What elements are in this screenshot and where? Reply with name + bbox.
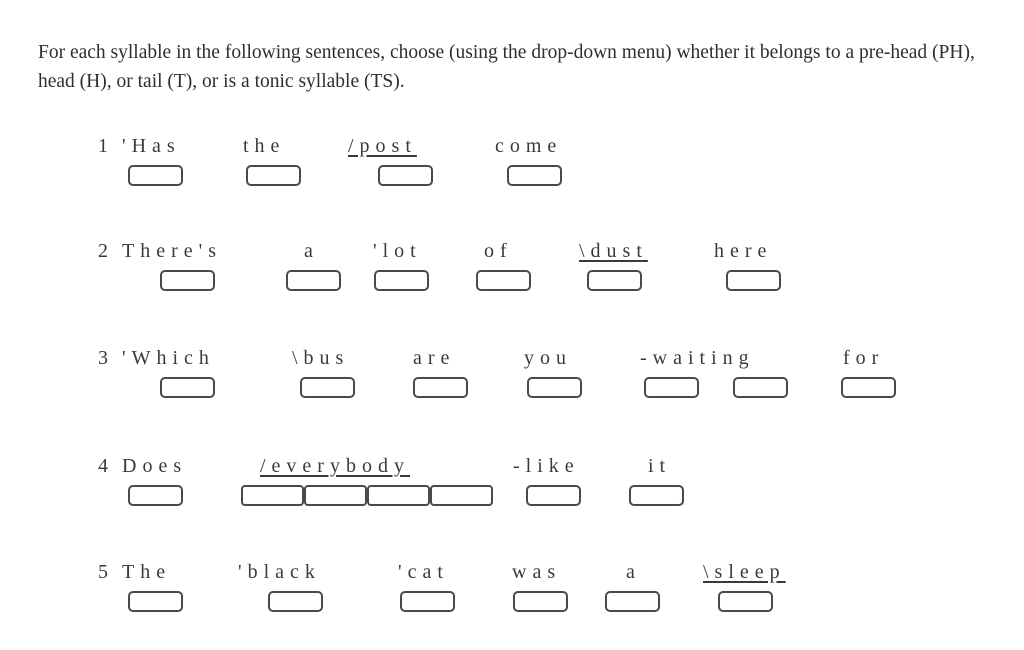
- sentence-2-word-4: [484, 240, 513, 262]
- sentence-5-word-4: [512, 561, 561, 583]
- syllable-text: 'Which: [122, 347, 215, 369]
- sentence-1-word-3: [348, 135, 417, 157]
- syllable-dropdown[interactable]: [507, 165, 562, 186]
- syllable-text: for: [843, 347, 885, 369]
- sentence-2-word-1: [98, 240, 222, 262]
- syllable-dropdown[interactable]: [527, 377, 582, 398]
- sentence-4-word-4: [648, 455, 671, 477]
- syllable-dropdown[interactable]: [160, 377, 215, 398]
- sentence-5-word-2: [238, 561, 321, 583]
- sentence-number: 4: [98, 455, 114, 477]
- syllable-dropdown[interactable]: [367, 485, 430, 506]
- syllable-text: \bus: [292, 347, 350, 369]
- sentence-number: 1: [98, 135, 114, 157]
- sentence-3-word-2: [292, 347, 349, 369]
- syllable-text: \sleep: [703, 561, 786, 583]
- syllable-text: 'Has: [122, 135, 181, 157]
- syllable-dropdown[interactable]: [268, 591, 323, 612]
- syllable-dropdown[interactable]: [128, 165, 183, 186]
- sentence-number: 5: [98, 561, 114, 583]
- syllable-text: /post: [348, 135, 417, 157]
- sentence-5-word-6: [703, 561, 786, 583]
- sentence-3-word-5: [640, 347, 755, 369]
- syllable-text: the: [243, 135, 286, 157]
- syllable-dropdown[interactable]: [378, 165, 433, 186]
- sentence-3-word-4: [524, 347, 572, 369]
- sentence-number: 3: [98, 347, 114, 369]
- syllable-dropdown[interactable]: [629, 485, 684, 506]
- sentence-2-word-5: [579, 240, 648, 262]
- syllable-dropdown[interactable]: [587, 270, 642, 291]
- syllable-dropdown[interactable]: [605, 591, 660, 612]
- syllable-text: There's: [122, 240, 223, 262]
- sentence-1-word-2: [243, 135, 285, 157]
- sentence-5-word-3: [398, 561, 449, 583]
- syllable-dropdown[interactable]: [400, 591, 455, 612]
- sentence-1-word-4: [495, 135, 562, 157]
- syllable-dropdown[interactable]: [841, 377, 896, 398]
- syllable-dropdown[interactable]: [128, 485, 183, 506]
- syllable-text: \dust: [579, 240, 648, 262]
- syllable-dropdown[interactable]: [644, 377, 699, 398]
- syllable-dropdown[interactable]: [413, 377, 468, 398]
- syllable-text: The: [122, 561, 172, 583]
- syllable-dropdown[interactable]: [160, 270, 215, 291]
- syllable-text: here: [714, 240, 773, 262]
- syllable-dropdown[interactable]: [304, 485, 367, 506]
- syllable-dropdown[interactable]: [718, 591, 773, 612]
- sentence-1-word-1: [98, 135, 181, 157]
- sentence-3-word-1: [98, 347, 215, 369]
- syllable-dropdown[interactable]: [128, 591, 183, 612]
- syllable-dropdown[interactable]: [430, 485, 493, 506]
- syllable-text: a: [304, 240, 319, 262]
- syllable-text: -like: [513, 455, 580, 477]
- syllable-text: it: [648, 455, 672, 477]
- syllable-dropdown[interactable]: [286, 270, 341, 291]
- sentence-4-word-1: [98, 455, 187, 477]
- syllable-dropdown[interactable]: [513, 591, 568, 612]
- syllable-text: of: [484, 240, 513, 262]
- syllable-text: 'lot: [373, 240, 422, 262]
- syllable-text: come: [495, 135, 563, 157]
- syllable-text: are: [413, 347, 456, 369]
- syllable-text: was: [512, 561, 562, 583]
- syllable-text: 'cat: [398, 561, 449, 583]
- sentence-4-word-3: [513, 455, 580, 477]
- syllable-text: /everybody: [260, 455, 410, 477]
- sentence-2-word-3: [373, 240, 422, 262]
- syllable-text: -waiting: [640, 347, 755, 369]
- syllable-dropdown[interactable]: [733, 377, 788, 398]
- syllable-text: 'black: [238, 561, 321, 583]
- syllable-dropdown[interactable]: [241, 485, 304, 506]
- sentence-number: 2: [98, 240, 114, 262]
- sentence-4-word-2: [260, 455, 410, 477]
- sentence-2-word-6: [714, 240, 772, 262]
- sentence-5-word-1: [98, 561, 171, 583]
- syllable-dropdown[interactable]: [246, 165, 301, 186]
- sentence-2-word-2: [304, 240, 319, 262]
- instructions-text: For each syllable in the following sentences, choose (using the drop-down menu) whether it belongs to a pre-head (PH), head (H), or tail (T), or is a tonic syllable (TS).: [38, 42, 975, 92]
- syllable-text: a: [626, 561, 641, 583]
- syllable-text: Does: [122, 455, 188, 477]
- syllable-dropdown[interactable]: [726, 270, 781, 291]
- sentence-3-word-3: [413, 347, 455, 369]
- syllable-dropdown[interactable]: [374, 270, 429, 291]
- syllable-dropdown[interactable]: [476, 270, 531, 291]
- syllable-dropdown[interactable]: [300, 377, 355, 398]
- sentence-5-word-5: [626, 561, 641, 583]
- sentence-3-word-6: [843, 347, 884, 369]
- syllable-text: you: [524, 347, 572, 369]
- syllable-dropdown[interactable]: [526, 485, 581, 506]
